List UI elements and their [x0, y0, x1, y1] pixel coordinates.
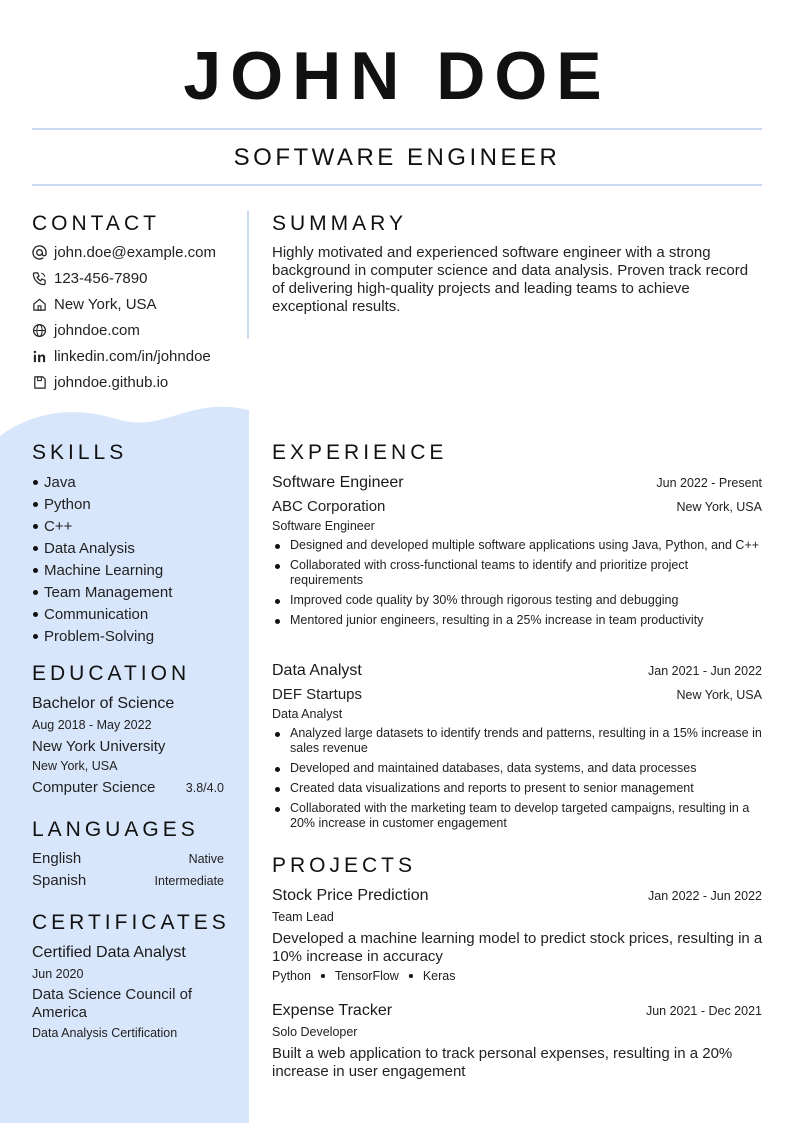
contact-email[interactable]	[32, 241, 216, 263]
contact-linkedin[interactable]	[32, 345, 211, 367]
bullet-dot	[33, 612, 38, 617]
job-bullet	[272, 558, 762, 588]
bullet-text: Collaborated with cross-functional teams to identify and prioritize project requirements	[290, 558, 689, 587]
job-bullet	[272, 801, 762, 831]
education-school: New York University	[32, 738, 166, 755]
job-role: Data Analyst	[272, 707, 343, 721]
project-dates: Jun 2021 - Dec 2021	[645, 1004, 762, 1018]
certificate-issuer: Data Science Council of America	[32, 986, 193, 1021]
certificate-date: Jun 2020	[32, 967, 84, 981]
bullet-dot	[275, 619, 280, 624]
contact-phone-text: 123-456-7890	[54, 269, 148, 287]
bullet-text: Analyzed large datasets to identify trends and patterns, resulting in a 15% increase in sales revenue	[290, 726, 762, 755]
bullet-text: Mentored junior engineers, resulting in a 25% increase in team productivity	[290, 613, 704, 627]
education-heading: EDUCATION	[32, 662, 191, 685]
language-name: Spanish	[32, 872, 87, 889]
bullet-dot	[33, 568, 38, 573]
project-title: Stock Price Prediction	[272, 887, 429, 904]
project-description: Built a web application to track personal expenses, resulting in a 20% increase in user engagement	[272, 1045, 733, 1080]
education-dates: Aug 2018 - May 2022	[32, 718, 152, 732]
separator-dot	[321, 974, 325, 978]
column-divider	[247, 211, 249, 339]
education-gpa: 3.8/4.0	[185, 781, 224, 795]
bullet-dot	[275, 807, 280, 812]
bullet-dot	[33, 634, 38, 639]
certificate-detail: Data Analysis Certification	[32, 1026, 178, 1040]
skills-heading: SKILLS	[32, 441, 128, 464]
job-dates: Jan 2021 - Jun 2022	[648, 664, 762, 678]
experience-heading: EXPERIENCE	[272, 441, 448, 464]
home-icon	[32, 297, 47, 312]
language-level: Intermediate	[154, 874, 224, 888]
header-bottom-rule	[32, 184, 762, 186]
bullet-text: Created data visualizations and reports to present to senior management	[290, 781, 694, 795]
contact-heading: CONTACT	[32, 212, 160, 235]
globe-icon	[32, 323, 47, 338]
skill-label: Python	[44, 496, 91, 513]
bullet-dot	[33, 502, 38, 507]
bullet-dot	[275, 564, 280, 569]
skill-item	[32, 538, 172, 560]
bullet-text: Developed and maintained databases, data systems, and data processes	[290, 761, 697, 775]
projects-heading: PROJECTS	[272, 854, 417, 877]
job-bullet	[272, 781, 762, 796]
language-name: English	[32, 850, 82, 867]
project-role: Solo Developer	[272, 1025, 358, 1039]
job-bullet	[272, 593, 762, 608]
job-title-entry: Software Engineer	[272, 474, 404, 491]
bullet-dot	[275, 732, 280, 737]
skill-label: Problem-Solving	[44, 628, 155, 645]
skill-item	[32, 516, 172, 538]
skill-item	[32, 626, 172, 648]
job-title: SOFTWARE ENGINEER	[233, 144, 561, 171]
skill-label: Communication	[44, 606, 149, 623]
education-location: New York, USA	[32, 759, 118, 773]
contact-github-text: johndoe.github.io	[54, 373, 169, 391]
bullet-dot	[33, 590, 38, 595]
job-role: Software Engineer	[272, 519, 375, 533]
skills-list	[32, 472, 172, 648]
bullet-text: Designed and developed multiple software applications using Java, Python, and C++	[290, 538, 760, 552]
job-location: New York, USA	[676, 500, 762, 514]
job-company: ABC Corporation	[272, 498, 386, 515]
certificates-heading: CERTIFICATES	[32, 911, 230, 934]
contact-linkedin-text: linkedin.com/in/johndoe	[54, 347, 211, 365]
bullet-dot	[33, 480, 38, 485]
skill-item	[32, 582, 172, 604]
skill-item	[32, 604, 172, 626]
languages-heading: LANGUAGES	[32, 818, 199, 841]
education-field: Computer Science	[32, 779, 156, 796]
job-bullet	[272, 726, 762, 756]
skill-label: Machine Learning	[44, 562, 164, 579]
phone-icon	[32, 271, 47, 286]
job-bullet	[272, 761, 762, 776]
summary-text: Highly motivated and experienced software engineer with a strong background in computer science and data analysis. Proven track record of delivering high-quality projects and leading teams to achieve exceptional results.	[272, 244, 749, 315]
tech-tag: Python	[272, 969, 311, 983]
github-icon	[32, 375, 47, 390]
project-tech-stack	[272, 968, 456, 984]
certificate-title: Certified Data Analyst	[32, 944, 186, 961]
contact-email-text: john.doe@example.com	[54, 243, 216, 261]
job-bullet	[272, 538, 762, 553]
skill-label: Team Management	[44, 584, 173, 601]
project-role: Team Lead	[272, 910, 334, 924]
project-title: Expense Tracker	[272, 1002, 393, 1019]
job-location: New York, USA	[676, 688, 762, 702]
linkedin-icon	[32, 349, 47, 364]
bullet-dot	[275, 767, 280, 772]
at-icon	[32, 245, 47, 260]
separator-dot	[409, 974, 413, 978]
skill-label: C++	[44, 518, 73, 535]
skill-label: Data Analysis	[44, 540, 135, 557]
header-top-rule	[32, 128, 762, 130]
bullet-dot	[33, 524, 38, 529]
bullet-dot	[275, 599, 280, 604]
language-level: Native	[188, 852, 224, 866]
job-dates: Jun 2022 - Present	[656, 476, 762, 490]
skill-label: Java	[44, 474, 76, 491]
job-company: DEF Startups	[272, 686, 363, 703]
skill-item	[32, 494, 172, 516]
summary-heading: SUMMARY	[272, 212, 407, 235]
contact-github[interactable]	[32, 371, 168, 393]
job-bullets	[272, 538, 762, 633]
tech-tag: Keras	[422, 969, 456, 983]
project-dates: Jan 2022 - Jun 2022	[648, 889, 762, 903]
bullet-dot	[275, 787, 280, 792]
bullet-dot	[33, 546, 38, 551]
bullet-text: Improved code quality by 30% through rigorous testing and debugging	[290, 593, 679, 607]
job-bullets	[272, 726, 762, 836]
education-degree: Bachelor of Science	[32, 695, 175, 712]
contact-location	[32, 293, 157, 315]
job-bullet	[272, 613, 762, 628]
contact-website-text: johndoe.com	[54, 321, 140, 339]
contact-location-text: New York, USA	[54, 295, 157, 313]
tech-tag: TensorFlow	[334, 969, 399, 983]
skill-item	[32, 472, 172, 494]
job-title-entry: Data Analyst	[272, 662, 362, 679]
bullet-dot	[275, 544, 280, 549]
project-description: Developed a machine learning model to predict stock prices, resulting in a 10% increase in accuracy	[272, 930, 763, 965]
contact-website[interactable]	[32, 319, 140, 341]
bullet-text: Collaborated with the marketing team to develop targeted campaigns, resulting in a 20% increase in customer engagement	[290, 801, 750, 830]
candidate-name: JOHN DOE	[183, 38, 611, 114]
contact-phone[interactable]	[32, 267, 147, 289]
skill-item	[32, 560, 172, 582]
